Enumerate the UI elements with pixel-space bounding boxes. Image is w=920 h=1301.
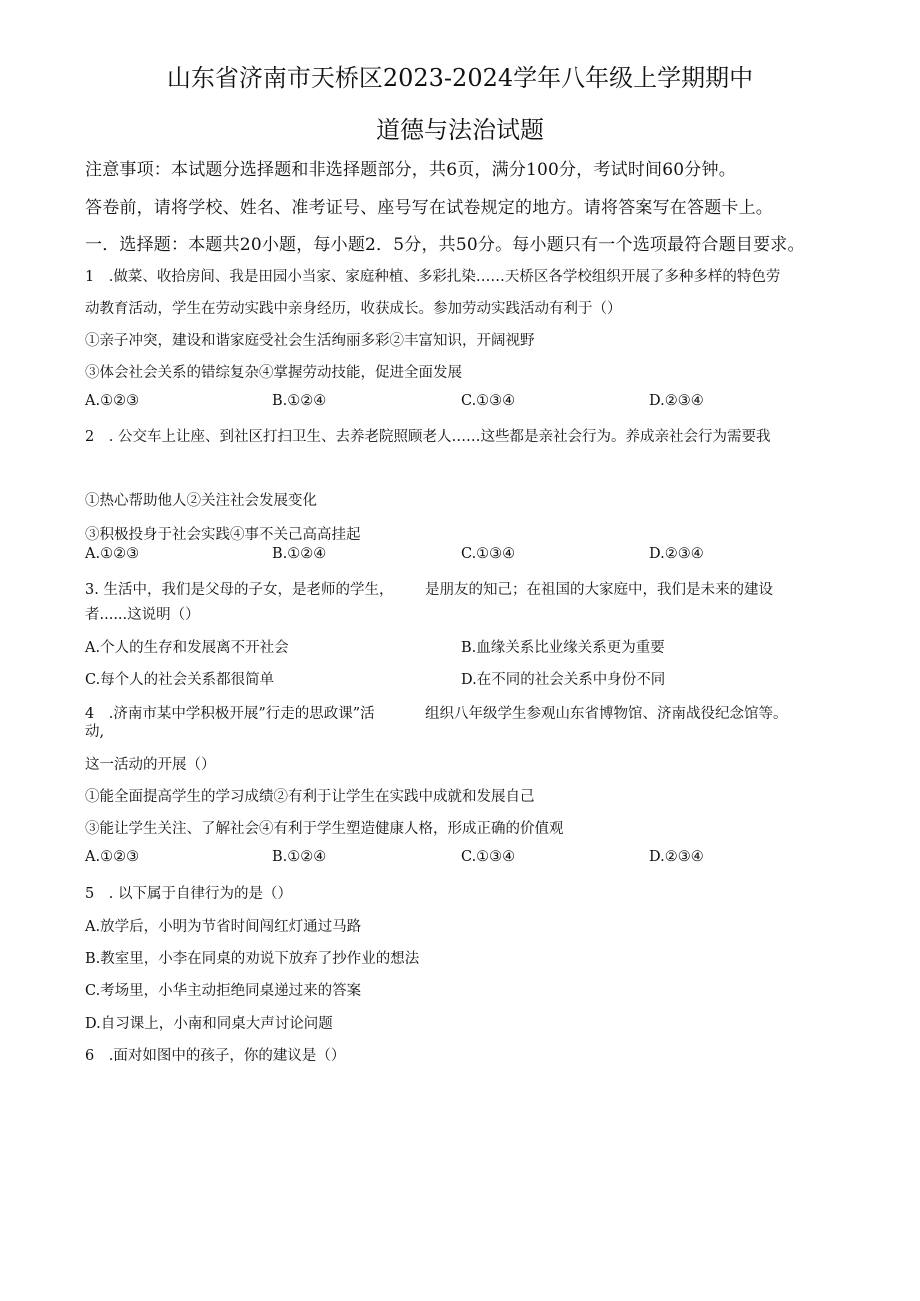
q4-option-c: C.①③④ — [461, 849, 516, 865]
notes-line1: 注意事项：本试题分选择题和非选择题部分，共6页，满分100分，考试时间60分钟。 — [85, 160, 736, 180]
q4-option-a: A.①②③ — [85, 849, 140, 865]
q4-stem-line1a-wrap: 动, — [85, 724, 105, 740]
q3-option-a: A.个人的生存和发展离不开社会 — [85, 640, 289, 656]
q4-statements-34: ③能让学生关注、了解社会④有利于学生塑造健康人格，形成正确的价值观 — [85, 821, 564, 837]
q4-stem-line2: 这一活动的开展（） — [85, 757, 216, 773]
q3-option-d: D.在不同的社会关系中身份不同 — [461, 672, 666, 688]
q3-option-b: B.血缘关系比业缘关系更为重要 — [461, 640, 665, 656]
q1-option-d: D.②③④ — [649, 393, 704, 409]
q1-stem-line2: 动教育活动，学生在劳动实践中亲身经历，收获成长。参加劳动实践活动有利于（） — [85, 301, 622, 317]
q1-stem-line1: 1 .做菜、收拾房间、我是田园小当家、家庭种植、多彩扎染……天桥区各学校组织开展了多种多样的特色劳 — [85, 269, 781, 285]
q5-option-b: B.教室里，小李在同桌的劝说下放弃了抄作业的想法 — [85, 951, 420, 967]
q3-option-c: C.每个人的社会关系都很简单 — [85, 672, 275, 688]
q2-statements-34: ③积极投身于社会实践④事不关己高高挂起 — [85, 527, 361, 543]
q4-stem-line1b: 组织八年级学生参观山东省博物馆、济南战役纪念馆等。 — [425, 706, 788, 722]
q4-statements-12: ①能全面提高学生的学习成绩②有利于让学生在实践中成就和发展自己 — [85, 789, 535, 805]
q2-stem-line1: 2 . 公交车上让座、到社区打扫卫生、去养老院照顾老人……这些都是亲社会行为。养成亲社会行为需要我 — [85, 429, 771, 445]
q3-stem-line2: 者......这说明（） — [85, 607, 200, 623]
exam-title-line1: 山东省济南市天桥区2023-2024学年八年级上学期期中 — [166, 64, 754, 92]
q4-stem-line1a: 4 .济南市某中学积极开展”行走的思政课”活 — [85, 706, 375, 722]
q5-option-a: A.放学后，小明为节省时间闯红灯通过马路 — [85, 919, 362, 935]
q4-option-d: D.②③④ — [649, 849, 704, 865]
q3-stem-line1b: 是朋友的知己；在祖国的大家庭中，我们是未来的建设 — [425, 582, 773, 598]
q1-option-b: B.①②④ — [272, 393, 327, 409]
q2-option-d: D.②③④ — [649, 546, 704, 562]
q1-option-c: C.①③④ — [461, 393, 516, 409]
q4-option-b: B.①②④ — [272, 849, 327, 865]
q5-stem: 5 . 以下属于自律行为的是（） — [85, 886, 292, 902]
exam-title-line2: 道德与法治试题 — [376, 116, 544, 144]
q1-statements-12: ①亲子冲突，建设和谐家庭受社会生活绚丽多彩②丰富知识，开阔视野 — [85, 333, 535, 349]
q2-statements-12: ①热心帮助他人②关注社会发展变化 — [85, 493, 317, 509]
q5-option-d: D.自习课上，小南和同桌大声讨论问题 — [85, 1016, 333, 1032]
q2-option-c: C.①③④ — [461, 546, 516, 562]
q6-stem: 6 .面对如图中的孩子，你的建议是（） — [85, 1048, 346, 1064]
q2-option-a: A.①②③ — [85, 546, 140, 562]
notes-line2: 答卷前，请将学校、姓名、准考证号、座号写在试卷规定的地方。请将答案写在答题卡上。 — [85, 198, 773, 218]
q1-option-a: A.①②③ — [85, 393, 140, 409]
q3-stem-line1a: 3. 生活中，我们是父母的子女，是老师的学生， — [85, 582, 394, 598]
section-heading: 一．选择题：本题共20小题，每小题2．5分，共50分。每小题只有一个选项最符合题目要求。 — [85, 235, 805, 255]
q1-statements-34: ③体会社会关系的错综复杂④掌握劳动技能，促进全面发展 — [85, 365, 462, 381]
q2-option-b: B.①②④ — [272, 546, 327, 562]
q5-option-c: C.考场里，小华主动拒绝同桌递过来的答案 — [85, 983, 362, 999]
